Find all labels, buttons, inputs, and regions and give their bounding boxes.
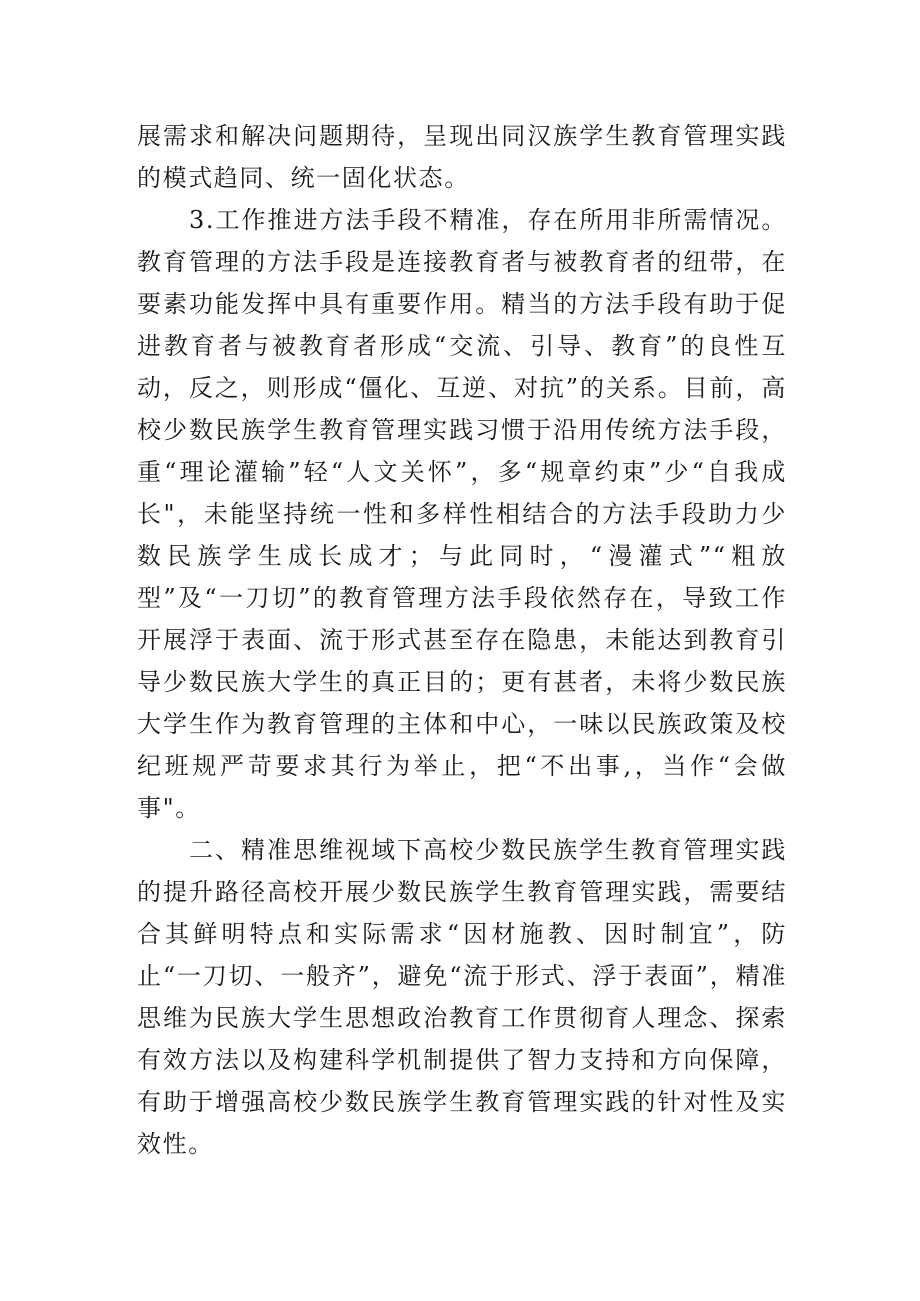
document-body <box>137 115 787 1165</box>
paragraph-method-issues: 3.工作推进方法手段不精准，存在所用非所需情况。教育管理的方法手段是连接教育者与被教育者的纽带，在要素功能发挥中具有重要作用。精当的方法手段有助于促进教育者与被教育者形成“交流、引导、教育”的良性互动，反之，则形成“僵化、互逆、对抗”的关系。目前，高校少数民族学生教育管理实践习惯于沿用传统方法手段，重“理论灌输”轻“人文关怀”，多“规章约束”少“自我成长"，未能坚持统一性和多样性相结合的方法手段助力少数民族学生成长成才；与此同时，“漫灌式”“粗放型”及“一刀切”的教育管理方法手段依然存在，导致工作开展浮于表面、流于形式甚至存在隐患，未能达到教育引导少数民族大学生的真正目的；更有甚者，未将少数民族大学生作为教育管理的主体和中心，一味以民族政策及校纪班规严苛要求其行为举止，把“不出事,，当作“会做事"。 <box>137 206 787 822</box>
paragraph-improvement-path: 二、精准思维视域下高校少数民族学生教育管理实践的提升路径高校开展少数民族学生教育管理实践，需要结合其鲜明特点和实际需求“因材施教、因时制宜”，防止“一刀切、一般齐”，避免“流于形式、浮于表面”，精准思维为民族大学生思想政治教育工作贯彻育人理念、探索有效方法以及构建科学机制提供了智力支持和方向保障，有助于增强高校少数民族学生教育管理实践的针对性及实效性。 <box>137 836 787 1158</box>
paragraph-continuation: 展需求和解决问题期待，呈现出同汉族学生教育管理实践的模式趋同、统一固化状态。 <box>137 122 787 192</box>
